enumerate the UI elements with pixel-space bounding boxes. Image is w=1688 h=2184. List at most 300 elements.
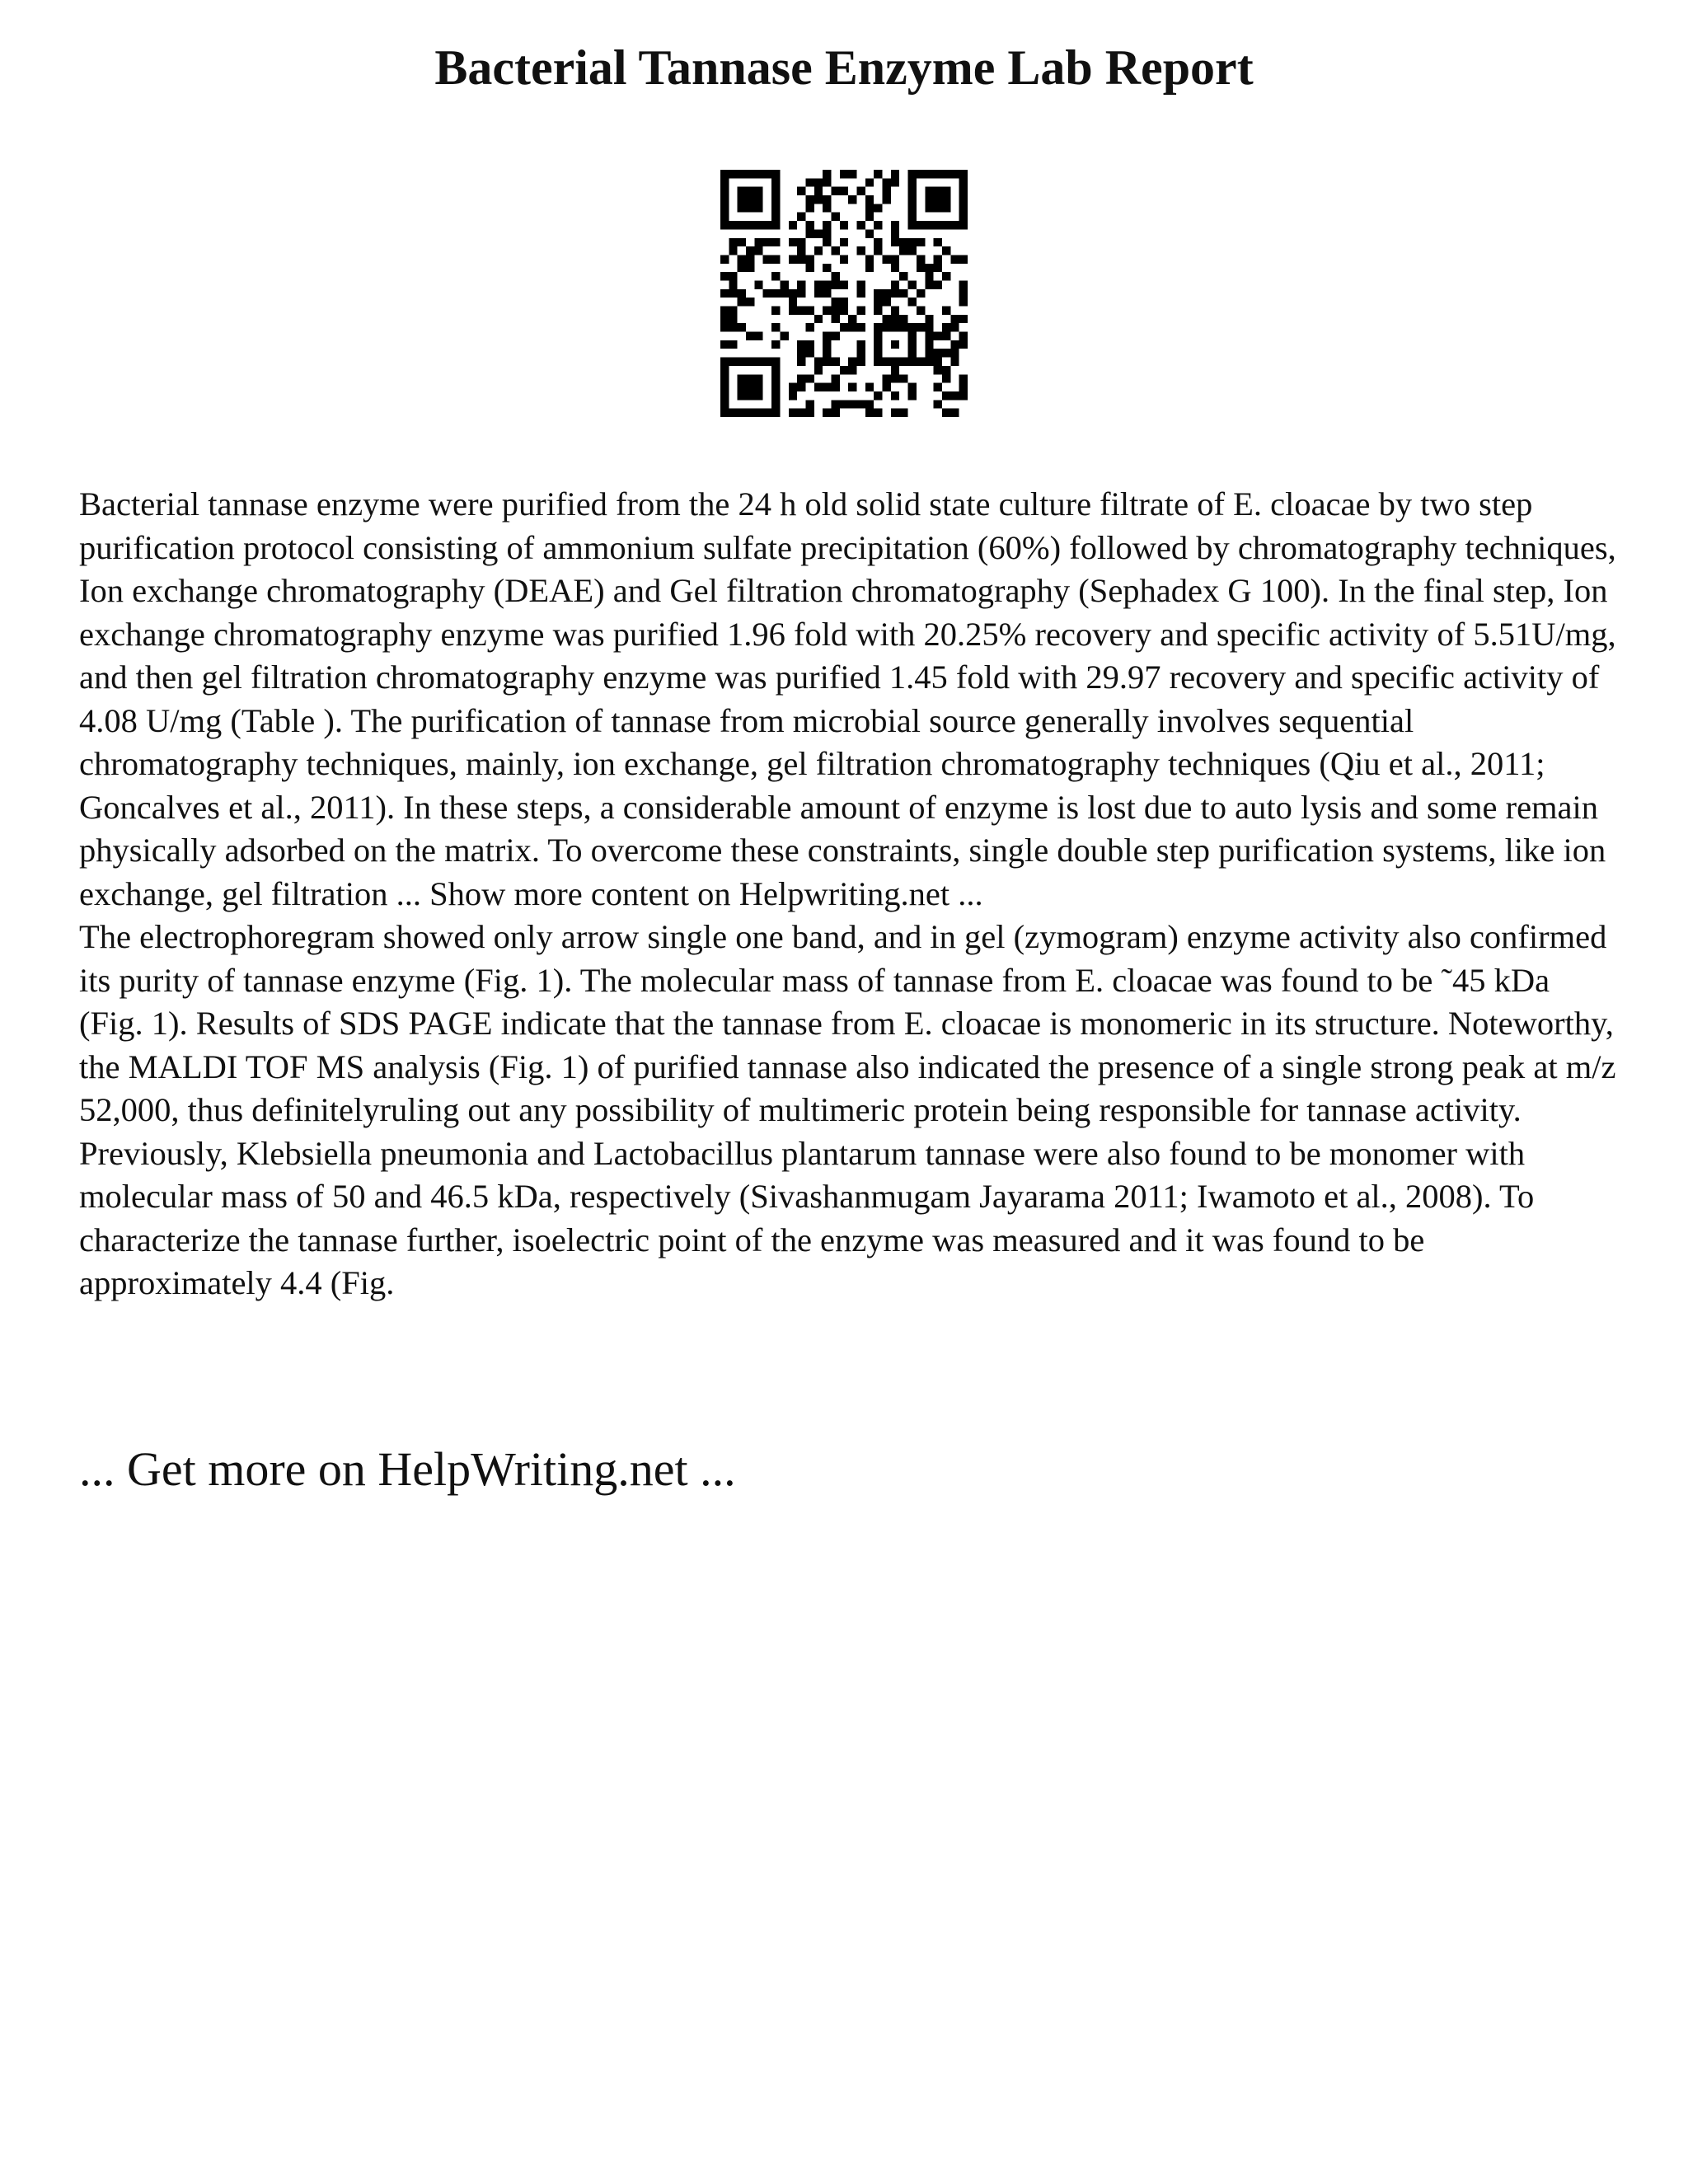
qr-module: [883, 358, 891, 366]
qr-module: [925, 204, 933, 212]
qr-module: [831, 280, 839, 288]
qr-module: [805, 255, 814, 263]
qr-module: [934, 280, 942, 288]
qr-module: [959, 178, 968, 186]
qr-module: [754, 195, 762, 204]
qr-module: [959, 280, 968, 288]
qr-module: [883, 298, 891, 306]
qr-module: [746, 383, 754, 391]
qr-module: [934, 349, 942, 357]
qr-module: [925, 272, 933, 280]
qr-module: [805, 349, 814, 357]
qr-module: [738, 391, 746, 400]
body-paragraph-2: The electrophoregram showed only arrow single one band, and in gel (zymogram) enzyme activity also confirmed its purity of tannase enzyme (Fig. 1). The molecular mass of tannase from E. cloacae was found to be ˜45 kDa (Fig. 1). Results of SDS PAGE indicate that the tannase from E. cloacae is monomeric in its structure. Noteworthy, the MALDI TOF MS analysis (Fig. 1) of purified tannase also indicated the presence of a single strong peak at m/z 52,000, thus definitelyruling out any possibility of multimeric protein being responsible for tannase activity. Previously, Klebsiella pneumonia and Lactobacillus plantarum tannase were also found to be monomer with molecular mass of 50 and 46.5 kDa, respectively (Sivashanmugam Jayarama 2011; Iwamoto et al., 2008). To characterize the tannase further, isoelectric point of the enzyme was measured and it was found to be approximately 4.4 (Fig.: [79, 918, 1616, 1301]
qr-module: [950, 221, 959, 229]
qr-module: [771, 323, 780, 331]
qr-module: [729, 221, 737, 229]
qr-module: [857, 400, 865, 408]
qr-module: [934, 400, 942, 408]
qr-module: [797, 374, 805, 382]
qr-module: [771, 255, 780, 263]
qr-module: [789, 391, 797, 400]
qr-module: [950, 349, 959, 357]
qr-module: [883, 255, 891, 263]
qr-module: [771, 289, 780, 298]
qr-module: [891, 170, 899, 178]
qr-module: [848, 358, 856, 366]
qr-module: [934, 195, 942, 204]
qr-module: [891, 229, 899, 237]
qr-module: [746, 246, 754, 255]
qr-module: [720, 374, 729, 382]
qr-module: [891, 280, 899, 288]
qr-module: [891, 289, 899, 298]
qr-module: [720, 204, 729, 212]
qr-module: [729, 358, 737, 366]
qr-module: [959, 195, 968, 204]
qr-module: [959, 391, 968, 400]
qr-module: [934, 221, 942, 229]
qr-module: [729, 323, 737, 331]
qr-module: [771, 272, 780, 280]
qr-module: [840, 238, 848, 246]
qr-module: [891, 315, 899, 323]
qr-module: [883, 315, 891, 323]
qr-module: [738, 358, 746, 366]
qr-module: [823, 195, 831, 204]
qr-module: [720, 289, 729, 298]
qr-module: [754, 409, 762, 417]
qr-module: [874, 332, 882, 340]
qr-module: [797, 238, 805, 246]
qr-module: [883, 289, 891, 298]
qr-module: [831, 374, 839, 382]
qr-module: [797, 349, 805, 357]
qr-module: [746, 332, 754, 340]
qr-module: [754, 383, 762, 391]
qr-module: [874, 204, 882, 212]
qr-module: [865, 383, 874, 391]
qr-module: [874, 323, 882, 331]
qr-module: [729, 289, 737, 298]
qr-module: [805, 409, 814, 417]
qr-module: [720, 272, 729, 280]
qr-module: [891, 221, 899, 229]
qr-module: [908, 358, 917, 366]
qr-module: [857, 349, 865, 357]
qr-module: [874, 340, 882, 349]
qr-module: [746, 391, 754, 400]
qr-module: [823, 229, 831, 237]
qr-module: [917, 289, 925, 298]
qr-module: [720, 391, 729, 400]
qr-module: [857, 187, 865, 195]
qr-module: [771, 400, 780, 408]
qr-module: [950, 323, 959, 331]
qr-module: [814, 383, 823, 391]
qr-module: [950, 409, 959, 417]
qr-module: [831, 187, 839, 195]
qr-module: [959, 187, 968, 195]
qr-module: [720, 195, 729, 204]
qr-module: [771, 374, 780, 382]
qr-module: [738, 323, 746, 331]
qr-module: [797, 187, 805, 195]
qr-module: [738, 264, 746, 272]
qr-module: [746, 187, 754, 195]
qr-module: [720, 409, 729, 417]
qr-module: [738, 170, 746, 178]
qr-module: [959, 213, 968, 221]
qr-module: [950, 358, 959, 366]
qr-module: [959, 383, 968, 391]
qr-module: [720, 315, 729, 323]
qr-module: [738, 409, 746, 417]
qr-module: [917, 264, 925, 272]
qr-module: [780, 289, 788, 298]
qr-module: [899, 409, 907, 417]
qr-module: [840, 187, 848, 195]
qr-module: [831, 332, 839, 340]
qr-module: [763, 409, 771, 417]
qr-module: [883, 195, 891, 204]
qr-module: [934, 238, 942, 246]
get-more-link[interactable]: ... Get more on HelpWriting.net ...: [79, 1442, 736, 1496]
qr-module: [959, 332, 968, 340]
qr-module: [823, 307, 831, 315]
qr-module: [950, 391, 959, 400]
qr-module: [738, 255, 746, 263]
qr-module: [831, 213, 839, 221]
qr-module: [720, 383, 729, 391]
qr-module: [771, 195, 780, 204]
qr-module: [754, 374, 762, 382]
qr-module: [720, 340, 729, 349]
qr-module: [857, 323, 865, 331]
qr-module: [754, 280, 762, 288]
qr-module: [891, 374, 899, 382]
qr-module: [891, 264, 899, 272]
qr-module: [805, 374, 814, 382]
qr-module: [917, 238, 925, 246]
qr-module: [950, 170, 959, 178]
qr-module: [959, 298, 968, 306]
qr-module: [805, 195, 814, 204]
qr-module: [942, 246, 950, 255]
qr-module: [738, 187, 746, 195]
qr-module: [925, 264, 933, 272]
qr-module: [942, 170, 950, 178]
qr-module: [831, 358, 839, 366]
qr-module: [771, 170, 780, 178]
qr-module: [917, 170, 925, 178]
qr-module: [763, 358, 771, 366]
qr-module: [848, 323, 856, 331]
qr-module: [746, 204, 754, 212]
qr-module: [908, 204, 917, 212]
qr-module: [908, 340, 917, 349]
qr-module: [959, 289, 968, 298]
qr-module: [959, 170, 968, 178]
qr-module: [883, 178, 891, 186]
qr-module: [942, 204, 950, 212]
qr-module: [950, 255, 959, 263]
qr-module: [942, 409, 950, 417]
qr-module: [857, 221, 865, 229]
qr-module: [959, 315, 968, 323]
qr-module: [942, 349, 950, 357]
qr-module: [925, 349, 933, 357]
qr-module: [899, 315, 907, 323]
body-paragraph-1: Bacterial tannase enzyme were purified from the 24 h old solid state culture filtrate of E. cloacae by two step purification protocol consisting of ammonium sulfate precipitation (60%) followed by chromatography techniques, Ion exchange chromatography (DEAE) and Gel filtration chromatography (Sephadex G 100). In the final step, Ion exchange chromatography enzyme was purified 1.96 fold with 20.25% recovery and specific activity of 5.51U/mg, and then gel filtration chromatography enzyme was purified 1.45 fold with 29.97 recovery and specific activity of 4.08 U/mg (Table ). The purification of tannase from microbial source generally involves sequential chromatography techniques, mainly, ion exchange, gel filtration chromatography techniques (Qiu et al., 2011; Goncalves et al., 2011). In these steps, a considerable amount of enzyme is lost due to auto lysis and some remain physically adsorbed on the matrix. To overcome these constraints, single double step purification systems, like ion exchange, gel filtration ... Show more content on Helpwriting.net ...: [79, 485, 1616, 912]
qr-module: [738, 289, 746, 298]
qr-module: [805, 400, 814, 408]
qr-module: [771, 366, 780, 374]
qr-module: [891, 323, 899, 331]
qr-module: [729, 246, 737, 255]
qr-module: [840, 170, 848, 178]
qr-module: [738, 195, 746, 204]
qr-module: [865, 229, 874, 237]
qr-module: [840, 307, 848, 315]
qr-module: [848, 383, 856, 391]
qr-module: [738, 374, 746, 382]
qr-module: [771, 178, 780, 186]
qr-module: [934, 332, 942, 340]
qr-module: [934, 358, 942, 366]
qr-module: [789, 383, 797, 391]
qr-module: [908, 178, 917, 186]
qr-module: [891, 366, 899, 374]
qr-module: [720, 400, 729, 408]
qr-module: [959, 374, 968, 382]
qr-module: [942, 332, 950, 340]
qr-module: [925, 170, 933, 178]
qr-module: [865, 178, 874, 186]
qr-module: [823, 178, 831, 186]
qr-module: [874, 238, 882, 246]
qr-module: [942, 391, 950, 400]
qr-module: [789, 289, 797, 298]
qr-module: [746, 264, 754, 272]
qr-module: [814, 195, 823, 204]
qr-module: [729, 272, 737, 280]
qr-module: [831, 298, 839, 306]
qr-module: [891, 255, 899, 263]
qr-module: [797, 383, 805, 391]
qr-module: [959, 204, 968, 212]
qr-module: [899, 358, 907, 366]
qr-module: [771, 221, 780, 229]
qr-module: [814, 366, 823, 374]
qr-module: [934, 264, 942, 272]
qr-module: [848, 400, 856, 408]
qr-module: [720, 221, 729, 229]
qr-module: [797, 255, 805, 263]
qr-module: [823, 409, 831, 417]
qr-module: [959, 340, 968, 349]
qr-module: [874, 358, 882, 366]
qr-module: [874, 349, 882, 357]
qr-module: [840, 221, 848, 229]
qr-module: [771, 187, 780, 195]
qr-module: [917, 221, 925, 229]
qr-module: [831, 400, 839, 408]
qr-module: [942, 366, 950, 374]
qr-module: [746, 170, 754, 178]
qr-module: [874, 298, 882, 306]
qr-module: [934, 255, 942, 263]
qr-module: [934, 204, 942, 212]
qr-module: [814, 178, 823, 186]
qr-module: [934, 383, 942, 391]
qr-module: [874, 391, 882, 400]
qr-module: [925, 358, 933, 366]
qr-module: [729, 315, 737, 323]
qr-module: [848, 315, 856, 323]
qr-module: [857, 289, 865, 298]
qr-module: [720, 323, 729, 331]
qr-module: [729, 170, 737, 178]
qr-module: [763, 255, 771, 263]
document-title: Bacterial Tannase Enzyme Lab Report: [434, 40, 1254, 95]
qr-module: [754, 170, 762, 178]
qr-module: [805, 264, 814, 272]
qr-module: [840, 400, 848, 408]
qr-module: [754, 204, 762, 212]
qr-module: [883, 187, 891, 195]
qr-module: [908, 221, 917, 229]
qr-module: [754, 391, 762, 400]
qr-module: [959, 255, 968, 263]
qr-module: [754, 187, 762, 195]
qr-module: [908, 349, 917, 357]
qr-module: [925, 323, 933, 331]
qr-module: [908, 238, 917, 246]
qr-module: [959, 221, 968, 229]
qr-module: [814, 229, 823, 237]
qr-module: [831, 315, 839, 323]
qr-module: [814, 246, 823, 255]
qr-module: [771, 358, 780, 366]
qr-module: [823, 204, 831, 212]
qr-module: [814, 280, 823, 288]
qr-module: [814, 358, 823, 366]
qr-module: [789, 307, 797, 315]
qr-module: [831, 383, 839, 391]
qr-module: [763, 289, 771, 298]
qr-module: [823, 383, 831, 391]
qr-module: [857, 307, 865, 315]
qr-module: [738, 204, 746, 212]
qr-module: [925, 280, 933, 288]
qr-module: [831, 246, 839, 255]
qr-module: [771, 340, 780, 349]
qr-module: [865, 195, 874, 204]
qr-module: [925, 221, 933, 229]
qr-module: [840, 323, 848, 331]
qr-module: [934, 187, 942, 195]
qr-module: [917, 358, 925, 366]
qr-module: [899, 238, 907, 246]
qr-module: [840, 280, 848, 288]
qr-module: [754, 221, 762, 229]
qr-module: [891, 307, 899, 315]
qr-module: [908, 323, 917, 331]
qr-module: [823, 332, 831, 340]
qr-module: [883, 323, 891, 331]
qr-module: [823, 238, 831, 246]
qr-module: [738, 383, 746, 391]
qr-module: [857, 340, 865, 349]
qr-module: [942, 374, 950, 382]
qr-module: [746, 409, 754, 417]
qr-module: [942, 323, 950, 331]
qr-module: [874, 170, 882, 178]
qr-module: [738, 221, 746, 229]
qr-module: [763, 238, 771, 246]
qr-module: [865, 400, 874, 408]
qr-module: [814, 187, 823, 195]
qr-code-icon: [720, 170, 968, 417]
qr-module: [720, 255, 729, 263]
qr-module: [789, 221, 797, 229]
qr-module: [908, 187, 917, 195]
qr-module: [823, 264, 831, 272]
qr-module: [720, 213, 729, 221]
qr-module: [805, 178, 814, 186]
qr-module: [848, 366, 856, 374]
qr-module: [771, 391, 780, 400]
qr-module: [814, 315, 823, 323]
qr-module: [797, 409, 805, 417]
qr-module: [883, 383, 891, 391]
qr-module: [899, 272, 907, 280]
qr-module: [831, 307, 839, 315]
qr-module: [942, 187, 950, 195]
qr-module: [771, 204, 780, 212]
qr-module: [925, 187, 933, 195]
qr-module: [917, 323, 925, 331]
qr-module: [746, 255, 754, 263]
qr-module: [840, 298, 848, 306]
qr-module: [797, 307, 805, 315]
qr-module: [950, 315, 959, 323]
qr-module: [754, 246, 762, 255]
qr-module: [720, 307, 729, 315]
qr-module: [771, 213, 780, 221]
qr-module: [729, 238, 737, 246]
qr-module: [823, 221, 831, 229]
qr-module: [942, 307, 950, 315]
qr-module: [823, 280, 831, 288]
qr-module: [831, 409, 839, 417]
qr-module: [797, 280, 805, 288]
qr-module: [925, 340, 933, 349]
qr-module: [763, 221, 771, 229]
qr-module: [891, 358, 899, 366]
qr-module: [917, 255, 925, 263]
qr-module: [899, 289, 907, 298]
qr-module: [874, 289, 882, 298]
qr-module: [763, 170, 771, 178]
qr-module: [908, 195, 917, 204]
qr-module: [831, 272, 839, 280]
qr-module: [771, 307, 780, 315]
qr-module: [891, 178, 899, 186]
qr-module: [865, 204, 874, 212]
qr-module: [823, 340, 831, 349]
